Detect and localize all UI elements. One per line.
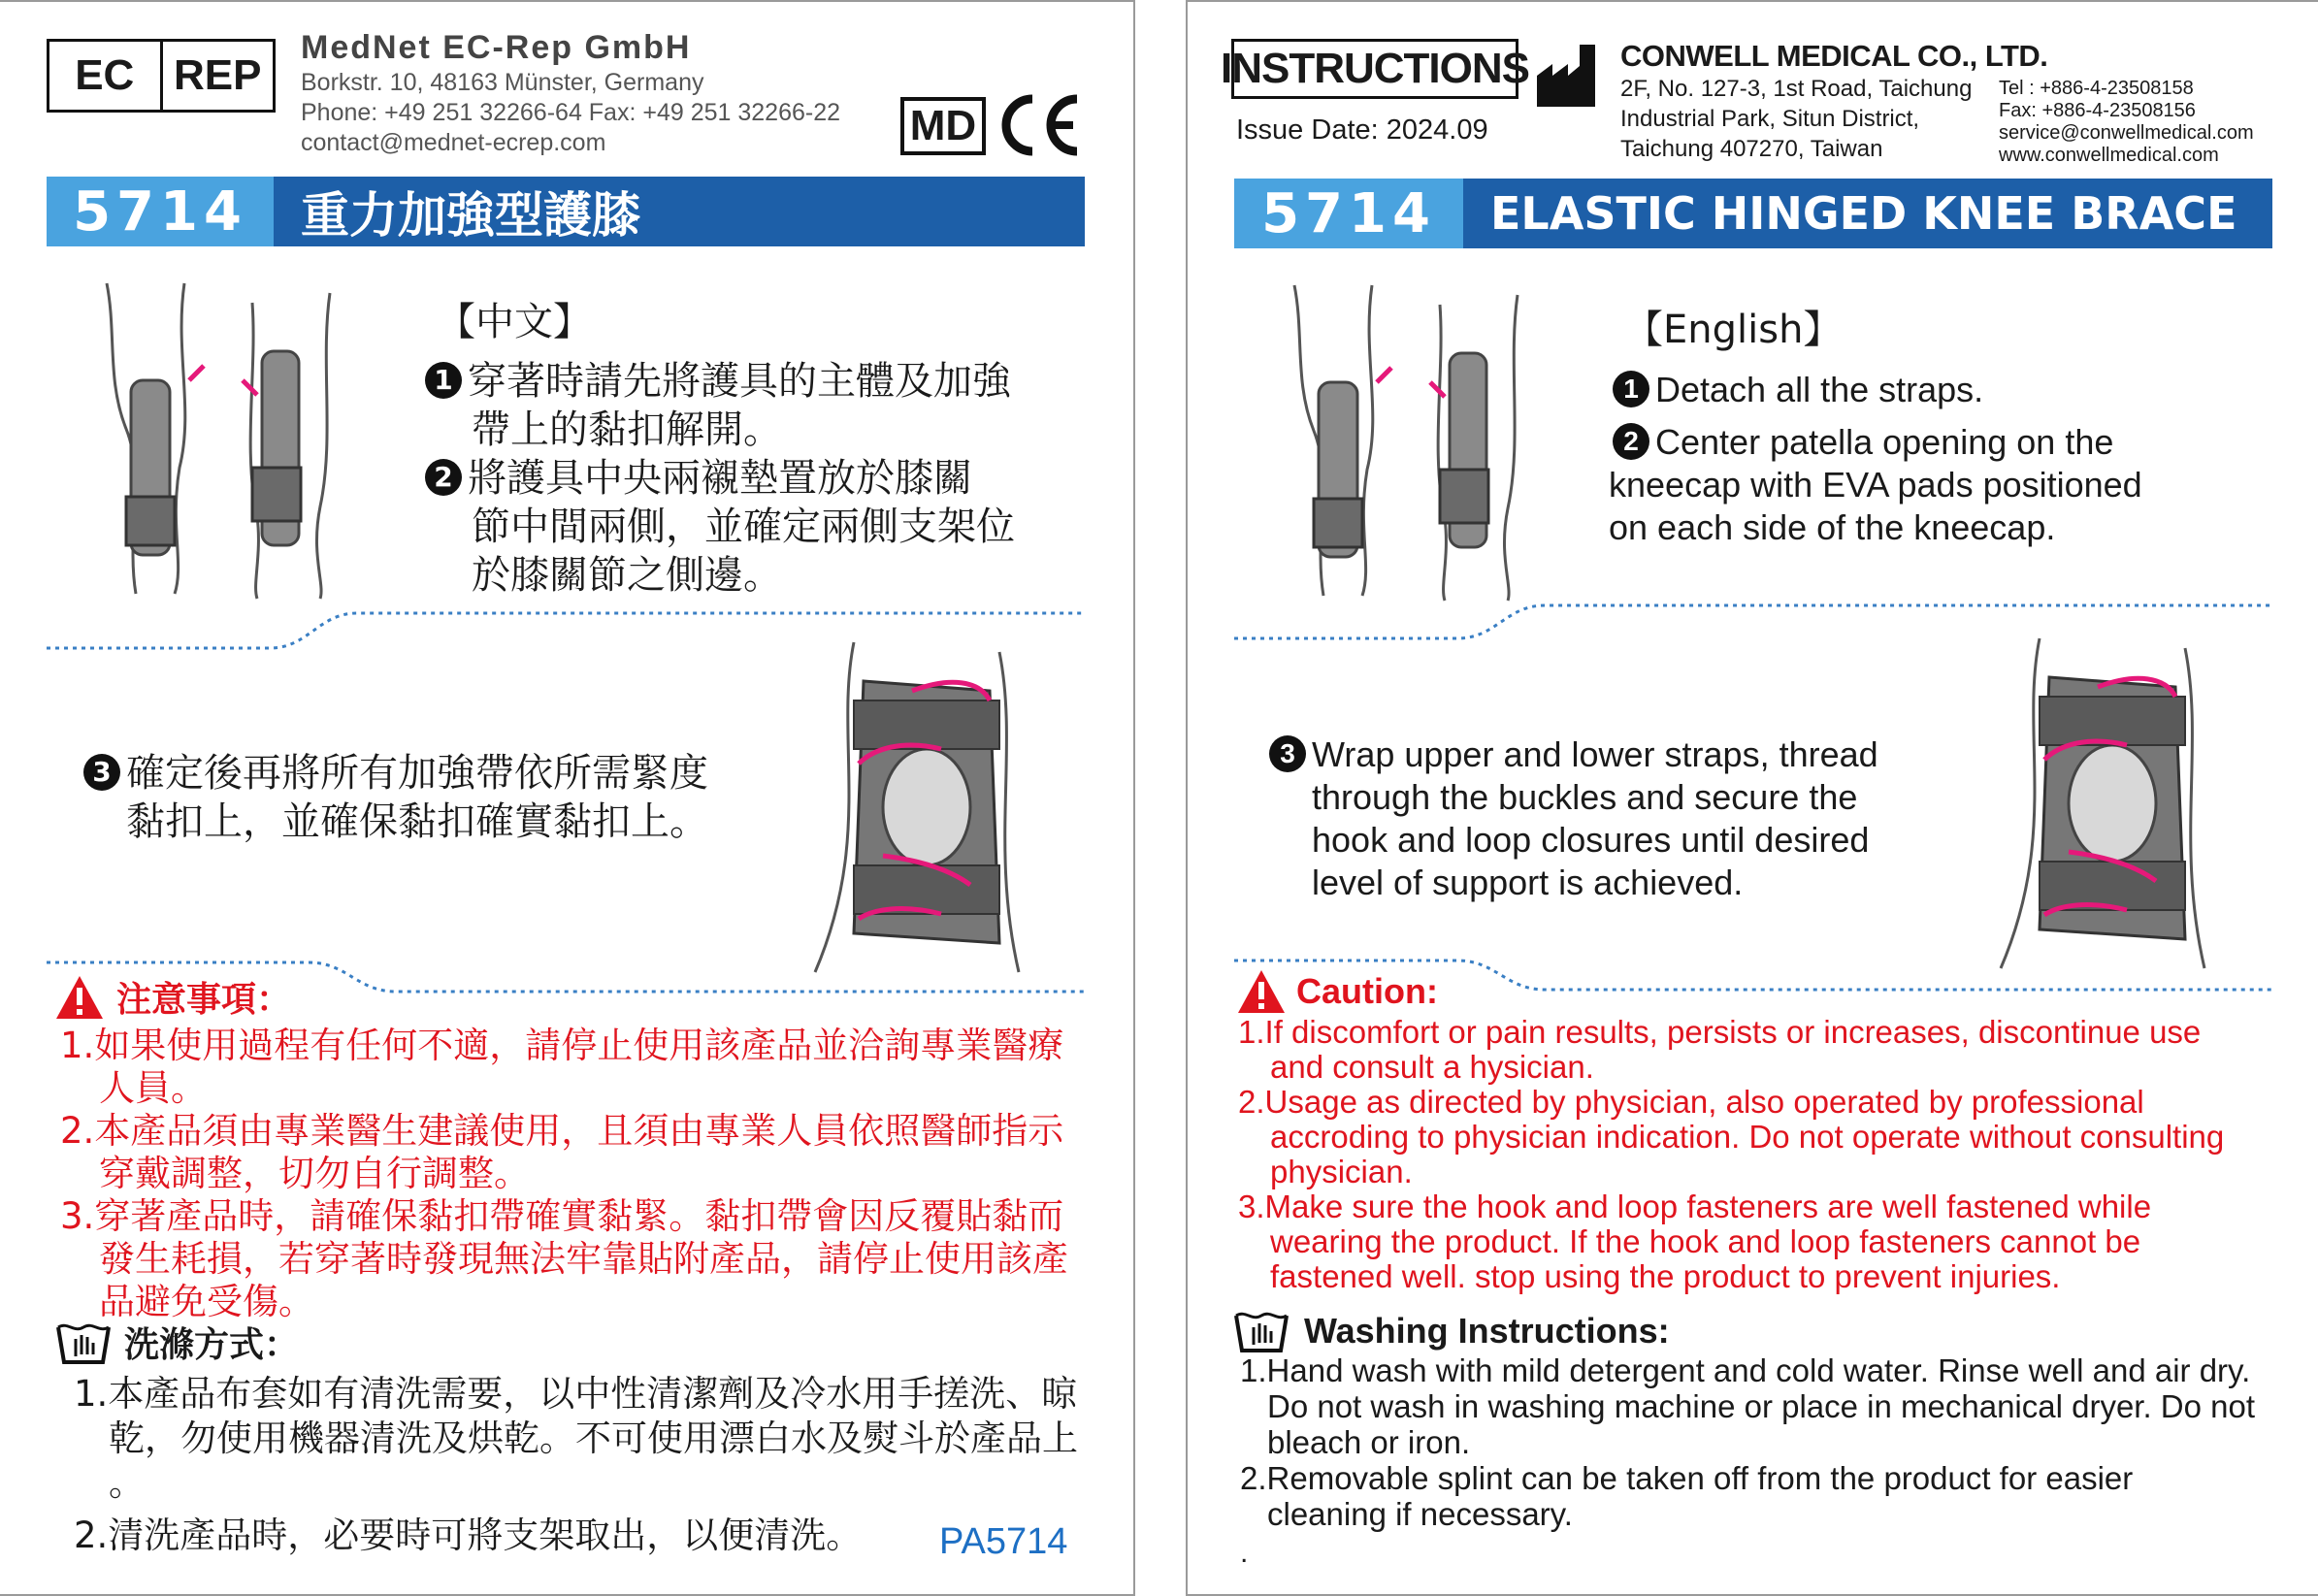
item-line: If discomfort or pain results, persists or increases, discontinue use: [1264, 1014, 2202, 1050]
item-line: 人員。: [99, 1067, 207, 1109]
item-line: 乾，勿使用機器清洗及烘乾。不可使用漂白水及熨斗於產品上: [109, 1417, 1078, 1459]
product-title: ELASTIC HINGED KNEE BRACE: [1463, 179, 2272, 248]
step-line: 將護具中央兩襯墊置放於膝關: [468, 456, 972, 501]
website: www.conwellmedical.com: [1999, 145, 2219, 166]
english-instructions-panel: [1186, 0, 2318, 1596]
step-line: through the buckles and secure the: [1312, 777, 1858, 817]
ce-mark-icon: [996, 91, 1083, 170]
knee-brace-wrapped-illustration: [1981, 619, 2272, 978]
ec-rep-phone: Phone: +49 251 32266-64 Fax: +49 251 32266-22: [301, 99, 841, 126]
tel: Tel : +886-4-23508158: [1999, 78, 2194, 99]
step-line: hook and loop closures until desired: [1312, 820, 1870, 860]
step-line: kneecap with EVA pads positioned: [1609, 465, 2142, 505]
item-line: fastened well. stop using the product to prevent injuries.: [1270, 1258, 2061, 1294]
item-number: 1.: [60, 1025, 95, 1066]
step-number-badge: 2: [425, 459, 462, 496]
caution-item-2: [1238, 1085, 2276, 1189]
item-number: 3.: [60, 1195, 95, 1237]
caution-list: [1238, 1015, 2276, 1294]
item-line: 。: [109, 1462, 145, 1504]
caution-list: [60, 1025, 1089, 1323]
step-line: 帶上的黏扣解開。: [472, 407, 782, 452]
step-number-badge: 3: [83, 754, 120, 791]
step-1: [425, 357, 1104, 454]
step-2: [1609, 421, 2292, 549]
fax: Fax: +886-4-23508156: [1999, 100, 2196, 121]
step-3: [1269, 733, 1968, 904]
item-line: Hand wash with mild detergent and cold water. Rinse well and air dry.: [1266, 1352, 2251, 1388]
ec-label: EC: [75, 51, 135, 99]
step-1: [1613, 369, 2292, 411]
item-line: bleach or iron.: [1267, 1424, 1471, 1460]
step-3: [83, 749, 782, 846]
wash-item-2: [1240, 1460, 2278, 1532]
step-line: 節中間兩側，並確定兩側支架位: [472, 505, 1015, 549]
knee-brace-open-illustration: [1275, 276, 1556, 605]
item-line: Do not wash in washing machine or place in mechanical dryer. Do not: [1267, 1388, 2256, 1424]
item-line: Make sure the hook and loop fasteners are well fastened while: [1264, 1189, 2152, 1224]
step-line: on each side of the kneecap.: [1609, 507, 2056, 547]
trailing-mark: .: [1240, 1537, 1249, 1569]
step-number-badge: 1: [425, 362, 462, 399]
item-line: 清洗產品時，必要時可將支架取出，以便清洗。: [108, 1515, 863, 1556]
step-number-badge: 1: [1613, 371, 1649, 407]
item-line: 穿著產品時，請確保黏扣帶確實黏緊。黏扣帶會因反覆貼黏而: [94, 1195, 1064, 1237]
warning-triangle-icon: [54, 974, 105, 1021]
product-title-bar: [1234, 179, 2272, 248]
company-name: CONWELL MEDICAL CO., LTD.: [1620, 39, 2048, 73]
caution-title: Caution:: [1296, 971, 1438, 1011]
wash-heading: [54, 1318, 299, 1367]
ec-rep-company: MedNet EC-Rep GmbH: [301, 29, 692, 66]
item-line: 本產品布套如有清洗需要，以中性清潔劑及冷水用手搓洗、晾: [108, 1373, 1078, 1415]
wash-heading: [1232, 1308, 1670, 1354]
item-number: 2.: [1238, 1084, 1265, 1120]
item-line: cleaning if necessary.: [1267, 1496, 1573, 1532]
item-number: 2.: [1240, 1460, 1267, 1496]
step-line: 確定後再將所有加強帶依所需緊度: [126, 751, 708, 796]
wash-list: [1240, 1352, 2278, 1532]
step-line: level of support is achieved.: [1312, 863, 1744, 902]
item-line: Removable splint can be taken off from the product for easier: [1266, 1460, 2134, 1496]
step-line: 穿著時請先將護具的主體及加強: [468, 359, 1011, 404]
knee-brace-wrapped-illustration: [796, 623, 1087, 982]
hand-wash-icon: [1232, 1308, 1290, 1354]
caution-title: 注意事項：: [116, 980, 292, 1020]
ec-rep-address: Borkstr. 10, 48163 Münster, Germany: [301, 69, 704, 96]
product-number: 5714: [1234, 179, 1463, 248]
wash-item-1: [74, 1372, 1102, 1506]
item-number: 1.: [74, 1373, 109, 1415]
wash-item-1: [1240, 1352, 2278, 1460]
email: service@conwellmedical.com: [1999, 122, 2254, 144]
md-mark: MD: [900, 97, 986, 155]
item-number: 1.: [1238, 1014, 1265, 1050]
company-address: [1620, 74, 1972, 164]
caution-item-3: [60, 1195, 1089, 1323]
step-number-badge: 3: [1269, 735, 1306, 772]
caution-item-1: [60, 1025, 1089, 1110]
step-line: Wrap upper and lower straps, thread: [1312, 734, 1878, 774]
item-line: wearing the product. If the hook and loop fasteners cannot be: [1270, 1223, 2141, 1259]
ec-rep-email: contact@mednet-ecrep.com: [301, 129, 606, 156]
product-title: 重力加強型護膝: [274, 177, 1085, 246]
step-number-badge: 2: [1613, 423, 1649, 460]
step-2: [425, 454, 1104, 600]
step-line: Detach all the straps.: [1655, 370, 1984, 409]
caution-item-3: [1238, 1189, 2276, 1294]
step-line: 黏扣上，並確保黏扣確實黏扣上。: [126, 799, 708, 844]
wash-title: 洗滌方式：: [124, 1325, 300, 1365]
item-line: and consult a hysician.: [1270, 1049, 1594, 1085]
item-number: 2.: [60, 1110, 95, 1152]
step-line: 於膝關節之側邊。: [472, 553, 782, 598]
item-line: Usage as directed by physician, also operated by professional: [1264, 1084, 2144, 1120]
item-line: 發生耗損，若穿著時發現無法牢靠貼附產品，請停止使用該產: [99, 1238, 1068, 1280]
item-number: 2.: [74, 1515, 109, 1556]
item-line: 穿戴調整，切勿自行調整。: [99, 1153, 530, 1194]
hand-wash-icon: [54, 1319, 113, 1366]
caution-heading: [1236, 968, 1438, 1015]
item-line: physician.: [1270, 1154, 1413, 1189]
warning-triangle-icon: [1236, 968, 1287, 1015]
ec-rep-box: [47, 39, 276, 113]
address-line: Industrial Park, Situn District,: [1620, 106, 1920, 132]
issue-date: Issue Date: 2024.09: [1236, 114, 1488, 146]
item-line: 品避免受傷。: [99, 1281, 314, 1322]
instructions-label: INSTRUCTIONS: [1231, 39, 1518, 99]
address-line: Taichung 407270, Taiwan: [1620, 136, 1883, 162]
item-line: 如果使用過程有任何不適，請停止使用該產品並洽詢專業醫療: [94, 1025, 1064, 1066]
item-line: accroding to physician indication. Do not operate without consulting: [1270, 1119, 2225, 1155]
wash-title: Washing Instructions:: [1304, 1311, 1670, 1351]
item-number: 3.: [1238, 1189, 1265, 1224]
item-line: 本產品須由專業醫生建議使用，且須由專業人員依照醫師指示: [94, 1110, 1064, 1152]
address-line: 2F, No. 127-3, 1st Road, Taichung: [1620, 76, 1973, 102]
item-number: 1.: [1240, 1352, 1267, 1388]
knee-brace-open-illustration: [87, 274, 369, 603]
step-line: Center patella opening on the: [1655, 422, 2114, 462]
manufacturer-factory-icon: [1537, 43, 1599, 107]
caution-item-2: [60, 1110, 1089, 1195]
rep-label: REP: [174, 51, 262, 99]
caution-heading: [54, 972, 291, 1022]
company-contact: [1999, 78, 2254, 167]
lang-label: 【English】: [1624, 308, 1843, 352]
product-title-bar: [47, 177, 1085, 246]
lang-label: 【中文】: [437, 300, 592, 344]
product-number: 5714: [47, 177, 274, 246]
chinese-instructions-panel: [0, 0, 1135, 1596]
caution-item-1: [1238, 1015, 2276, 1085]
product-code: PA5714: [939, 1521, 1068, 1562]
